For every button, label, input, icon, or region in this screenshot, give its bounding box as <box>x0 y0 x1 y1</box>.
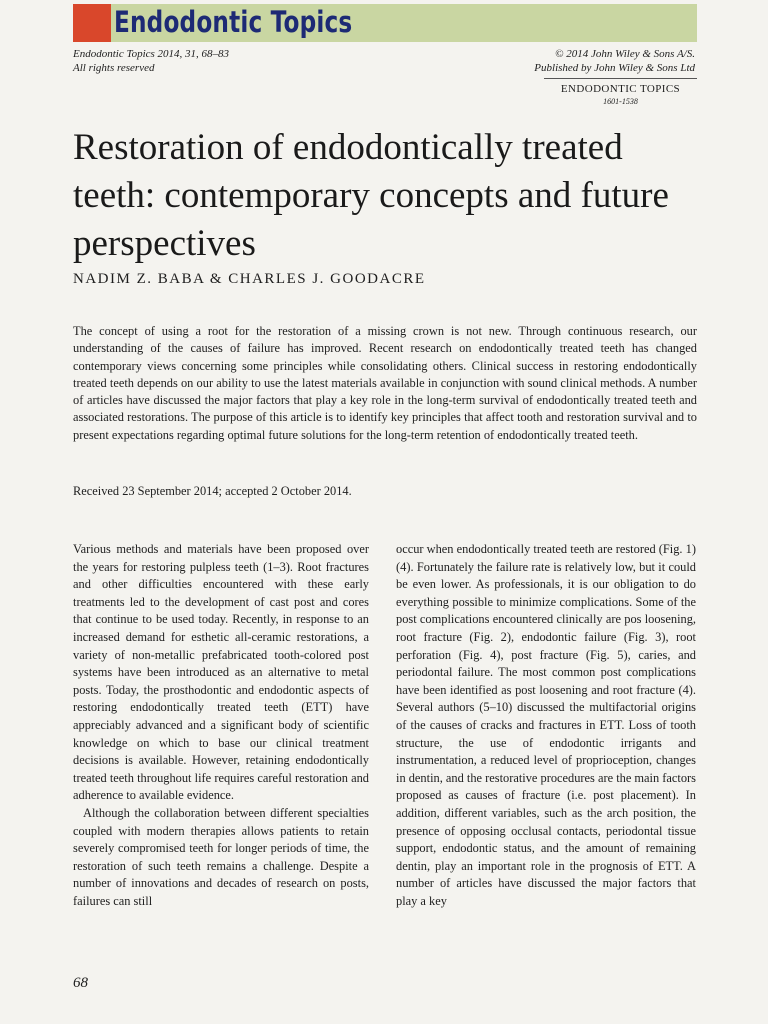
citation-info <box>73 47 229 75</box>
received-date: Received 23 September 2014; accepted 2 October 2014. <box>73 484 352 498</box>
page-number: 68 <box>73 975 88 991</box>
body-column-right <box>396 541 696 910</box>
body-paragraph: Various methods and materials have been proposed over the years for restoring pulpless teeth (1–3). Root fractures and other difficulties encountered with these early treatments led to the development of cast post and cores that continue to be used today. Recently, in response to an increased demand for esthetic all-ceramic restorations, a variety of non-metallic prefabricated tooth-colored post systems have been introduced as an alternative to metal posts. Today, the prosthodontic and endodontic aspects of restoring endodontically treated teeth (ETT) have appreciably advanced and a significant body of scientific knowledge on which to base our clinical treatment decisions is available. However, retaining endodontically treated teeth throughout life requires careful restoration and adherence to available evidence. <box>73 542 369 803</box>
publisher-line: Published by John Wiley & Sons Ltd <box>534 62 695 74</box>
body-column-left <box>73 541 369 910</box>
body-paragraph: occur when endodontically treated teeth are restored (Fig. 1) (4). Fortunately the failure rate is relatively low, but it could be even lower. As professionals, it is our obligation to do everything possible to minimize complications. Some of the post complications encountered clinically are pos loosening, root fracture (Fig. 2), endodontic failure (Fig. 3), root perforation (Fig. 4), post fracture (Fig. 5), caries, and periodontal failure. The most common post complications have been identified as post loosening and root fracture (4). Several authors (5–10) discussed the multifactorial origins of the causes of cracks and fractures in ETT. Loss of tooth structure, the use of endodontic irrigants and instrumentation, a reduced level of proprioception, changes in dentin, and the restorative procedures are the main factors proposed as causes of fracture (i.e. post placement). In addition, different variables, such as the arch position, the presence of opposing occlusal contacts, periodontal tissue support, endodontic status, and the amount of remaining dentin, play an important role in the prognosis of ETT. A number of articles have discussed the major factors that play a key <box>396 542 697 908</box>
journal-name: ENDODONTIC TOPICS <box>560 83 681 95</box>
journal-id-box <box>544 78 697 106</box>
banner-title: Endodontic Topics <box>114 5 353 39</box>
article-authors: NADIM Z. BABA & CHARLES J. GOODACRE <box>73 271 426 287</box>
journal-banner <box>73 4 697 42</box>
issn: 1601-1538 <box>603 97 638 106</box>
banner-accent-block <box>73 4 111 42</box>
copyright-line: © 2014 John Wiley & Sons A/S. <box>555 48 695 60</box>
article-abstract: The concept of using a root for the restoration of a missing crown is not new. Through continuous research, our understanding of the causes of failure has improved. Recent research on endodontically treated teeth has changed contemporary views concerning some principles while consolidating others. Clinical success in restoring endodontically treated teeth depends on our ability to use the latest materials available in conjunction with sound clinical methods. A number of articles have discussed the major factors that play a key role in the long-term survival of endodontically treated teeth and associated restorations. The purpose of this article is to identify key principles that affect tooth and restoration survival and to present expectations regarding optimal future solutions for the long-term retention of endodontically treated teeth. <box>73 324 697 442</box>
copyright-info <box>534 47 695 75</box>
rights-line: All rights reserved <box>73 62 155 74</box>
citation-line: Endodontic Topics 2014, 31, 68–83 <box>73 48 230 60</box>
article-title: Restoration of endodontically treated teeth: contemporary concepts and future perspectives <box>73 127 669 264</box>
body-paragraph: Although the collaboration between different specialties coupled with modern therapies allows patients to retain severely compromised teeth for longer periods of time, the restoration of such teeth remains a challenge. Despite a number of innovations and decades of research on posts, failures can still <box>73 805 369 908</box>
